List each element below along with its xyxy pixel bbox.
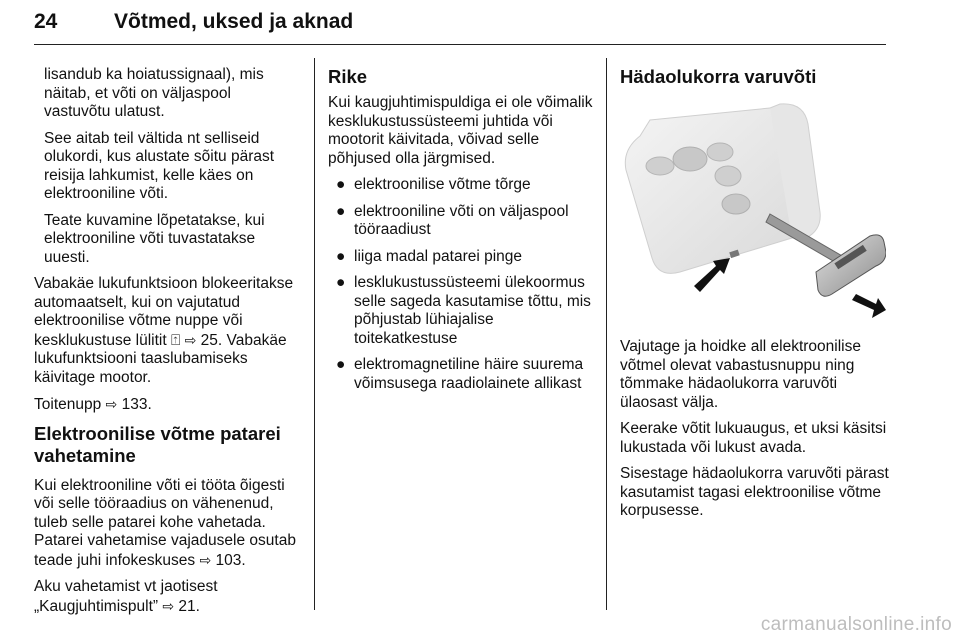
section-heading: Elektroonilise võtme patarei vahetamine — [34, 422, 281, 466]
page-number: 24 — [34, 10, 58, 33]
column-2 — [328, 66, 598, 401]
column-divider-2 — [606, 58, 607, 610]
paragraph: Keerake võtit lukuaugus, et uksi käsitsi lukustada või lukust avada. — [620, 420, 887, 456]
page-reference[interactable]: 25. — [200, 331, 223, 349]
column-3 — [620, 66, 890, 529]
list-item — [328, 248, 598, 267]
page-title: Võtmed, uksed ja aknad — [114, 10, 354, 33]
section-heading: Hädaolukorra varuvõti — [620, 66, 817, 87]
paragraph: Vajutage ja hoidke all elektroonilise võtmel olevat vabastusnuppu ning tõmmake hädaolukorra varuvõti ülaosast välja. — [620, 338, 861, 411]
paragraph-text: Vabakäe lukufunktsioon blokeeritakse automaatselt, kui on vajutatud elektroonilise võtme nuppe või kesklukustuse lülitit — [34, 275, 294, 349]
watermark: carmanualsonline.info — [760, 614, 952, 635]
list-item-text: liiga madal patarei pinge — [354, 247, 523, 265]
list-item-text: elektromagnetiline häire suurema võimsusega raadiolainete allikast — [354, 356, 584, 392]
list-item — [328, 203, 598, 240]
paragraph — [34, 477, 300, 571]
paragraph-text: Kui elektrooniline võti ei tööta õigesti või selle tööraadius on vähenenud, tuleb selle patarei kohe vahetada. Patarei vahetamise vajadusele osutab teade juhi infokeskuses — [34, 476, 296, 569]
key-card-drawing — [620, 96, 886, 320]
column-1 — [34, 66, 300, 624]
paragraph — [34, 395, 300, 415]
page-header — [34, 6, 886, 45]
paragraph-text: Vabakäe lukufunktsiooni taaslubamiseks käivitage mootor. — [34, 331, 287, 386]
bullet-icon: ● — [336, 356, 346, 373]
paragraph-text: Aku vahetamist vt jaotisest „Kaugjuhtimispult” — [34, 578, 218, 615]
paragraph: Kui kaugjuhtimispuldiga ei ole võimalik kesklukustussüsteemi juhtida või mootorit käivitada, võivad selle põhjused olla järgmised. — [328, 94, 593, 167]
bullet-icon: ● — [336, 202, 346, 220]
paragraph — [34, 578, 300, 616]
section-heading: Rike — [328, 66, 368, 87]
paragraph: Sisestage hädaolukorra varuvõti pärast kasutamist tagasi elektroonilise võtme korpusesse. — [620, 465, 889, 519]
list-item-text: elektroonilise võtme tõrge — [354, 176, 531, 193]
lock-switch-icon: ⍐ — [170, 331, 181, 349]
page-reference[interactable]: 103. — [215, 551, 246, 569]
emergency-key-illustration — [620, 96, 886, 320]
paragraph: See aitab teil vältida nt selliseid olukordi, kus alustate sõitu pärast reisija lahkumist, kelle käes on elektrooniline võti. — [44, 129, 275, 202]
list-item — [328, 176, 598, 195]
page-reference-arrow-icon: ⇨ — [162, 597, 175, 614]
cause-list — [328, 176, 598, 393]
page-reference-arrow-icon: ⇨ — [184, 331, 197, 348]
page-reference[interactable]: 133. — [121, 396, 152, 413]
bullet-icon: ● — [336, 247, 346, 265]
paragraph: Teate kuvamine lõpetatakse, kui elektrooniline võti tuvastatakse uuesti. — [44, 211, 265, 266]
column-divider-1 — [314, 58, 315, 610]
page-reference[interactable]: 21. — [178, 597, 200, 615]
paragraph-text: Toitenupp — [34, 396, 102, 413]
page-reference-arrow-icon: ⇨ — [199, 551, 212, 568]
page-reference-arrow-icon: ⇨ — [105, 396, 118, 412]
list-item — [328, 274, 598, 348]
paragraph — [34, 275, 300, 387]
list-item — [328, 356, 598, 393]
list-item-text: elektrooniline võti on väljaspool tööraadiust — [354, 202, 569, 238]
paragraph: lisandub ka hoiatussignaal), mis näitab, et võti on väljaspool vastuvõtu ulatust. — [44, 66, 264, 120]
bullet-icon: ● — [336, 176, 346, 193]
list-item-text: lesklukustussüsteemi ülekoormus selle sageda kasutamise tõttu, mis põhjustab lühiajalise toitekatkestuse — [354, 274, 591, 347]
bullet-icon: ● — [336, 274, 346, 291]
